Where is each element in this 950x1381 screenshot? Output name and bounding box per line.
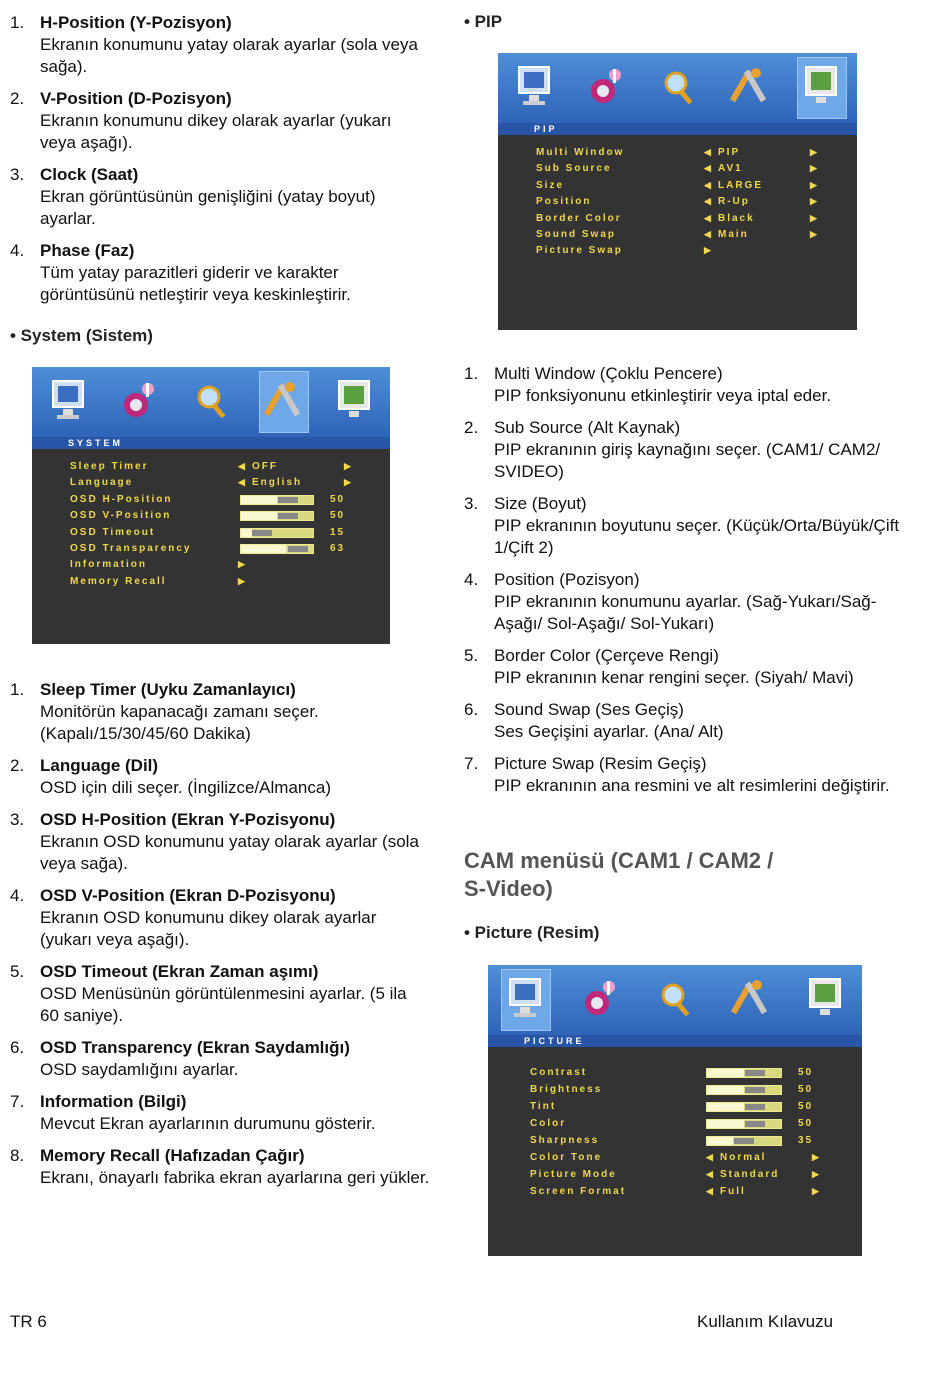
right-arrow-icon: ▶ [704,245,713,256]
item-number: 7. [10,1092,25,1111]
osd-row-label: Multi Window [536,147,625,158]
item-number: 1. [10,680,25,699]
cam-heading-line-2: S-Video) [464,876,553,901]
list-item [464,363,904,407]
osd-row-label: Sleep Timer [70,461,149,472]
item-description: Ekranın konumunu yatay olarak ayarlar (sola veya sağa). [40,35,418,76]
left-arrow-icon: ◀ [704,212,713,223]
pip-settings-list [464,363,904,807]
item-description: OSD için dili seçer. (İngilizce/Almanca) [40,778,331,797]
osd-row [488,1169,862,1183]
magnifier-icon [659,63,697,109]
osd-row-label: Sound Swap [536,229,616,240]
right-arrow-icon: ▶ [344,477,353,488]
item-number: 4. [10,886,25,905]
osd-menu-bar [498,53,857,123]
item-description: Ses Geçişini ayarlar. (Ana/ Alt) [494,722,724,741]
osd-menu-title: SYSTEM [32,437,390,449]
list-item [464,699,904,743]
left-arrow-icon: ◀ [706,1152,715,1162]
osd-menu-bar [488,965,862,1035]
osd-level-bar [706,1068,782,1078]
right-arrow-icon: ▶ [344,461,353,471]
osd-level-bar [706,1119,782,1129]
right-arrow-icon: ▶ [810,229,819,239]
osd-menu-bar [32,367,390,437]
osd-row [498,213,857,227]
list-item [10,809,430,875]
osd-level-value: 63 [330,543,346,554]
osd-row-label: Color [530,1118,567,1129]
osd-row [498,180,857,194]
item-description: Ekran görüntüsünün genişliğini (yatay boyut) ayarlar. [40,187,376,228]
osd-row-label: Color Tone [530,1152,603,1163]
item-number: 7. [464,754,479,773]
item-number: 8. [10,1146,25,1165]
osd-row-label: Tint [530,1101,557,1112]
item-description: Mevcut Ekran ayarlarının durumunu gösterir. [40,1114,376,1133]
osd-row-value: R-Up [718,196,750,208]
osd-row [32,461,390,475]
item-description: PIP ekranının ana resmini ve alt resimlerini değiştirir. [494,776,890,795]
item-description: PIP fonksiyonunu etkinleştirir veya iptal eder. [494,386,832,405]
item-description: PIP ekranının boyutunu seçer. (Küçük/Orta/Büyük/Çift 1/Çift 2) [494,516,900,557]
item-number: 2. [464,418,479,437]
osd-row-label: Picture Swap [536,245,623,257]
osd-level-value: 50 [798,1118,814,1129]
osd-row [32,543,390,557]
osd-level-bar [706,1102,782,1112]
item-title: Position (Pozisyon) [494,570,640,589]
monitor-icon [515,63,553,109]
item-number: 4. [10,241,25,260]
osd-level-value: 35 [798,1135,814,1146]
item-title: Clock (Saat) [40,165,139,184]
left-arrow-icon: ◀ [238,477,247,488]
osd-row-label: Screen Format [530,1186,627,1197]
osd-row [32,477,390,491]
osd-row-label: Contrast [530,1067,588,1078]
osd-row [32,510,390,524]
item-description: Ekranı, önayarlı fabrika ekran ayarlarına geri yükler. [40,1168,430,1187]
system-settings-list [10,679,430,1199]
osd-level-value: 50 [798,1101,814,1112]
footer-page-number: TR 6 [10,1312,47,1331]
osd-level-bar [706,1085,782,1095]
item-title: V-Position (D-Pozisyon) [40,89,232,108]
item-number: 6. [464,700,479,719]
pip-osd-screenshot [498,53,857,330]
item-title: Picture Swap (Resim Geçiş) [494,754,707,773]
osd-row-label: OSD Transparency [70,543,192,554]
phase-settings-list [10,12,430,316]
item-title: Border Color (Çerçeve Rengi) [494,646,719,665]
item-description: PIP ekranının kenar rengini seçer. (Siyah/ Mavi) [494,668,854,687]
osd-level-bar [240,528,314,538]
osd-row-value: PIP [718,147,741,158]
item-title: Information (Bilgi) [40,1092,187,1111]
left-arrow-icon: ◀ [704,147,713,157]
osd-row-value: Main [718,229,749,240]
osd-row [498,147,857,161]
osd-row-label: Sharpness [530,1135,600,1146]
osd-menu-title: PIP [498,123,857,135]
item-description: Ekranın OSD konumunu dikey olarak ayarlar (yukarı veya aşağı). [40,908,377,949]
list-item [464,753,904,797]
left-arrow-icon: ◀ [706,1169,715,1179]
item-title: OSD Timeout (Ekran Zaman aşımı) [40,962,319,981]
item-number: 1. [464,364,479,383]
item-number: 1. [10,13,25,32]
item-description: Ekranın konumunu dikey olarak ayarlar (yukarı veya aşağı). [40,111,392,152]
list-item [10,961,430,1027]
osd-row [498,163,857,177]
osd-row [32,576,390,590]
list-item [464,645,904,689]
audio-icon [120,377,158,423]
item-title: Multi Window (Çoklu Pencere) [494,364,723,383]
osd-row [488,1135,862,1149]
osd-level-bar [706,1136,782,1146]
osd-level-value: 50 [798,1067,814,1078]
item-title: OSD V-Position (Ekran D-Pozisyonu) [40,886,336,905]
left-arrow-icon: ◀ [238,461,247,471]
osd-row-label: Brightness [530,1084,603,1095]
picture-osd-screenshot [488,965,862,1256]
osd-row-value: AV1 [718,163,743,175]
display-icon [802,63,840,109]
osd-row-label: Information [70,559,147,571]
left-arrow-icon: ◀ [704,196,713,207]
osd-row-label: Position [536,196,592,208]
picture-heading: • Picture (Resim) [464,923,600,942]
osd-row-value: Normal [720,1152,767,1163]
left-arrow-icon: ◀ [706,1186,715,1196]
osd-row-label: OSD H-Position [70,493,173,505]
item-title: Sound Swap (Ses Geçiş) [494,700,684,719]
list-item [10,164,430,230]
right-arrow-icon: ▶ [812,1169,821,1179]
item-title: OSD Transparency (Ekran Saydamlığı) [40,1038,350,1057]
osd-row [488,1101,862,1115]
item-description: Monitörün kapanacağı zamanı seçer. (Kapalı/15/30/45/60 Dakika) [40,702,319,743]
osd-row [32,527,390,541]
osd-level-value: 50 [330,493,346,505]
item-number: 5. [10,962,25,981]
system-heading: • System (Sistem) [10,326,153,345]
osd-row [488,1186,862,1200]
left-arrow-icon: ◀ [704,163,713,174]
right-arrow-icon: ▶ [810,163,819,174]
osd-row-label: OSD Timeout [70,526,156,538]
item-description: PIP ekranının giriş kaynağını seçer. (CAM1/ CAM2/ SVIDEO) [494,440,881,481]
cam-menu-heading [464,847,904,903]
footer-manual-title: Kullanım Kılavuzu [697,1312,834,1331]
list-item [10,679,430,745]
osd-row-label: Memory Recall [70,575,167,587]
pip-heading: • PIP [464,12,503,31]
left-arrow-icon: ◀ [704,179,713,190]
osd-menu-title: PICTURE [488,1035,862,1047]
tools-icon [264,377,302,423]
item-title: Size (Boyut) [494,494,587,513]
right-arrow-icon: ▶ [812,1152,821,1162]
osd-level-bar [240,544,314,554]
list-item [10,1091,430,1135]
item-number: 4. [464,570,479,589]
osd-row-label: OSD V-Position [70,510,172,522]
osd-row-value: Black [718,212,755,224]
list-item [10,885,430,951]
item-title: Phase (Faz) [40,241,135,260]
item-title: Sleep Timer (Uyku Zamanlayıcı) [40,680,296,699]
osd-row-label: Language [70,477,134,489]
osd-row [32,559,390,573]
item-description: OSD saydamlığını ayarlar. [40,1060,239,1079]
osd-level-value: 50 [330,510,346,522]
osd-row [488,1152,862,1166]
osd-row [488,1118,862,1132]
item-description: OSD Menüsünün görüntülenmesini ayarlar. (5 ila 60 saniye). [40,984,407,1025]
item-number: 3. [464,494,479,513]
magnifier-icon [656,975,694,1021]
list-item [10,1145,430,1189]
osd-level-value: 50 [798,1084,814,1095]
item-number: 3. [10,165,25,184]
right-arrow-icon: ▶ [238,575,247,586]
right-arrow-icon: ▶ [810,212,819,223]
list-item [464,493,904,559]
osd-row [32,494,390,508]
osd-row [488,1067,862,1081]
osd-level-value: 15 [330,526,346,538]
item-number: 6. [10,1038,25,1057]
list-item [10,88,430,154]
item-number: 2. [10,89,25,108]
list-item [464,569,904,635]
right-arrow-icon: ▶ [810,196,819,207]
right-arrow-icon: ▶ [238,559,247,570]
osd-row-value: Full [720,1186,746,1197]
tools-icon [730,63,768,109]
right-arrow-icon: ▶ [810,147,819,157]
list-item [464,417,904,483]
osd-row-label: Sub Source [536,163,612,175]
osd-level-bar [240,511,314,521]
item-title: Sub Source (Alt Kaynak) [494,418,681,437]
display-icon [335,377,373,423]
item-title: OSD H-Position (Ekran Y-Pozisyonu) [40,810,336,829]
osd-row-label: Size [536,179,565,191]
item-title: Memory Recall (Hafızadan Çağır) [40,1146,305,1165]
osd-row-value: Standard [720,1169,780,1180]
left-arrow-icon: ◀ [704,229,713,239]
magnifier-icon [192,377,230,423]
osd-row [498,196,857,210]
osd-level-bar [240,495,314,505]
cam-heading-line-1: CAM menüsü (CAM1 / CAM2 / [464,848,774,873]
list-item [10,240,430,306]
monitor-icon [506,975,544,1021]
list-item [10,1037,430,1081]
osd-row-value: English [252,477,303,489]
item-title: Language (Dil) [40,756,159,775]
osd-row-value: LARGE [718,179,763,191]
right-arrow-icon: ▶ [812,1186,821,1196]
osd-row-value: OFF [252,461,278,472]
item-number: 2. [10,756,25,775]
monitor-icon [49,377,87,423]
item-number: 5. [464,646,479,665]
right-arrow-icon: ▶ [810,179,819,190]
osd-row [498,229,857,243]
osd-row [488,1084,862,1098]
audio-icon [581,975,619,1021]
item-description: Tüm yatay parazitleri giderir ve karakter görüntüsünü netleştirir veya keskinleştirir. [40,263,351,304]
osd-row [498,245,857,259]
item-number: 3. [10,810,25,829]
osd-row-label: Picture Mode [530,1169,617,1180]
list-item [10,755,430,799]
tools-icon [731,975,769,1021]
item-title: H-Position (Y-Pozisyon) [40,13,232,32]
system-osd-screenshot [32,367,390,644]
display-icon [806,975,844,1021]
osd-row-label: Border Color [536,212,622,224]
audio-icon [587,63,625,109]
item-description: Ekranın OSD konumunu yatay olarak ayarlar (sola veya sağa). [40,832,419,873]
list-item [10,12,430,78]
item-description: PIP ekranının konumunu ayarlar. (Sağ-Yukarı/Sağ-Aşağı/ Sol-Aşağı/ Sol-Yukarı) [494,592,877,633]
